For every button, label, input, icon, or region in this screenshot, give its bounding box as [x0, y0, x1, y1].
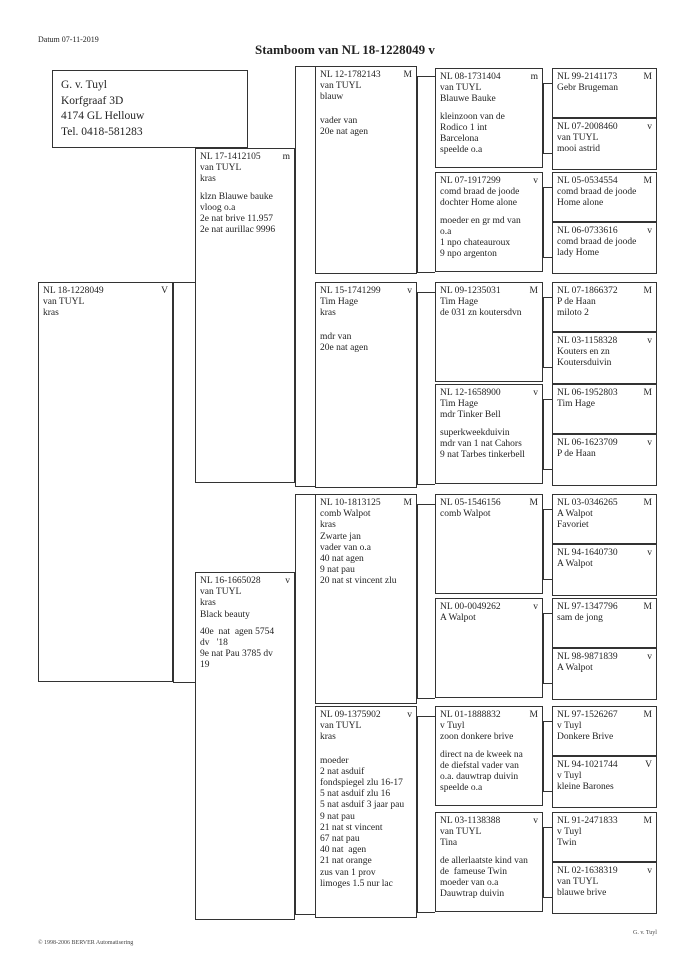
ring-number: NL 02-1638319: [557, 866, 618, 876]
pigeon-info-line: de 031 zn koutersdvn: [440, 308, 522, 319]
great-great-grandparent: [552, 544, 657, 596]
ring-number: NL 03-1138388: [440, 816, 501, 826]
sex-marker: v: [533, 176, 538, 186]
pedigree-connector: [417, 76, 435, 77]
ring-number: NL 94-1640730: [557, 548, 618, 558]
pigeon-info-line: van TUYL: [440, 827, 482, 838]
dam-pigeon: [195, 572, 295, 920]
ring-number: NL 99-2141173: [557, 72, 618, 82]
sex-marker: M: [403, 70, 412, 80]
ring-number: NL 16-1665028: [200, 576, 261, 586]
ring-number: NL 07-1917299: [440, 176, 501, 186]
great-grandparent: [435, 706, 543, 806]
sex-marker: v: [533, 816, 538, 826]
great-great-grandparent: [552, 282, 657, 332]
pigeon-info-line: moeder van o.a: [440, 878, 499, 889]
pedigree-connector: [543, 613, 552, 614]
pedigree-connector: [543, 399, 544, 469]
pigeon-info-line: kleine Barones: [557, 782, 614, 793]
pigeon-info-line: Kouters en zn: [557, 347, 610, 358]
sex-marker: V: [645, 760, 652, 770]
pedigree-connector: [543, 83, 552, 84]
pigeon-info-line: 5 nat asduif zlu 16: [320, 789, 391, 800]
sex-marker: M: [529, 286, 538, 296]
pedigree-connector: [543, 897, 552, 898]
pigeon-info-line: Koutersduivin: [557, 358, 612, 369]
great-great-grandparent: [552, 68, 657, 118]
ring-number: NL 06-0733616: [557, 226, 618, 236]
great-great-grandparent: [552, 598, 657, 648]
sex-marker: v: [533, 602, 538, 612]
pigeon-info-line: van TUYL: [557, 877, 599, 888]
pedigree-connector: [295, 66, 315, 67]
ring-number: NL 97-1526267: [557, 710, 618, 720]
great-great-grandparent: [552, 172, 657, 222]
sex-marker: M: [643, 602, 652, 612]
pedigree-connector: [543, 791, 552, 792]
pigeon-info-line: Tim Hage: [440, 297, 478, 308]
owner-card: [52, 70, 248, 148]
pigeon-info-line: kras: [320, 520, 336, 531]
sex-marker: M: [643, 710, 652, 720]
pigeon-info-line: Tim Hage: [320, 297, 358, 308]
pigeon-info-line: kras: [320, 308, 336, 319]
pigeon-info-line: van TUYL: [320, 721, 362, 732]
owner-line: Korfgraaf 3D: [61, 94, 124, 107]
sex-marker: M: [643, 286, 652, 296]
pigeon-info-line: v Tuyl: [557, 827, 582, 838]
sex-marker: M: [529, 710, 538, 720]
pedigree-connector: [173, 682, 195, 683]
pigeon-info-line: Twin: [557, 838, 577, 849]
pigeon-info-line: dochter Home alone: [440, 198, 518, 209]
ring-number: NL 03-1158328: [557, 336, 618, 346]
page-title: Stamboom van NL 18-1228049 v: [255, 42, 435, 57]
great-great-grandparent: [552, 494, 657, 544]
pigeon-info-line: Zwarte jan: [320, 531, 361, 542]
great-grandparent: [435, 812, 543, 912]
pigeon-info-line: 20e nat agen: [320, 126, 369, 137]
great-great-grandparent: [552, 434, 657, 486]
pigeon-info-line: 19: [200, 660, 210, 671]
ring-number: NL 00-0049262: [440, 602, 501, 612]
pedigree-connector: [543, 187, 552, 188]
great-grandparent: [435, 282, 543, 382]
pigeon-info-line: Favoriet: [557, 520, 589, 531]
pigeon-info-line: Tina: [440, 838, 458, 849]
ring-number: NL 10-1813125: [320, 498, 381, 508]
pigeon-info-line: 9 nat pau: [320, 565, 355, 576]
pigeon-info-line: vader van: [320, 115, 358, 126]
ring-number: NL 06-1623709: [557, 438, 618, 448]
owner-line: G. v. Tuyl: [61, 79, 107, 91]
pigeon-info-line: Donkere Brive: [557, 732, 614, 743]
pedigree-connector: [417, 716, 435, 717]
ring-number: NL 94-1021744: [557, 760, 618, 770]
pigeon-info-line: 1 npo chateauroux: [440, 238, 511, 249]
sex-marker: v: [533, 388, 538, 398]
pedigree-connector: [417, 292, 418, 484]
sex-marker: M: [643, 72, 652, 82]
ring-number: NL 01-1888832: [440, 710, 501, 720]
pedigree-connector: [543, 257, 552, 258]
pedigree-connector: [543, 613, 544, 683]
ring-number: NL 06-1952803: [557, 388, 618, 398]
pigeon-info-line: superkweekduivin: [440, 427, 510, 438]
pigeon-info-line: zus van 1 prov: [320, 867, 376, 878]
great-grandparent: [435, 172, 543, 272]
sex-marker: v: [647, 438, 652, 448]
grandsire-paternal: [315, 66, 417, 274]
great-great-grandparent: [552, 756, 657, 808]
sex-marker: v: [647, 548, 652, 558]
pigeon-info-line: moeder: [320, 755, 349, 766]
pigeon-info-line: van TUYL: [320, 81, 362, 92]
pigeon-info-line: speelde o.a: [440, 145, 483, 156]
great-great-grandparent: [552, 648, 657, 700]
sex-marker: v: [285, 576, 290, 586]
sex-marker: v: [407, 710, 412, 720]
pigeon-info-line: o.a. dauwtrap duivin: [440, 772, 519, 783]
pigeon-info-line: blauw: [320, 92, 344, 103]
pigeon-info-line: o.a: [440, 226, 452, 237]
pigeon-info-line: lady Home: [557, 248, 599, 259]
ring-number: NL 08-1731404: [440, 72, 501, 82]
pedigree-connector: [417, 698, 435, 699]
pedigree-connector: [543, 721, 544, 791]
pedigree-connector: [173, 282, 174, 682]
pigeon-info-line: A Walpot: [440, 613, 476, 624]
subject-pigeon: [38, 282, 173, 682]
pigeon-info-line: 40 nat agen: [320, 554, 364, 565]
sex-marker: m: [530, 72, 538, 82]
pigeon-info-line: mdr van: [320, 331, 352, 342]
pigeon-info-line: van TUYL: [43, 297, 85, 308]
pigeon-info-line: de fameuse Twin: [440, 866, 507, 877]
pigeon-info-line: P de Haan: [557, 449, 596, 460]
pigeon-info-line: vloog o.a: [200, 202, 236, 213]
ring-number: NL 09-1375902: [320, 710, 381, 720]
great-grandparent: [435, 384, 543, 484]
pigeon-info-line: 9 nat Tarbes tinkerbell: [440, 450, 525, 461]
pedigree-connector: [417, 272, 435, 273]
pigeon-info-line: speelde o.a: [440, 783, 483, 794]
pigeon-info-line: de diefstal vader van: [440, 760, 519, 771]
pigeon-info-line: P de Haan: [557, 297, 596, 308]
pigeon-info-line: limoges 1.5 nur lac: [320, 878, 393, 889]
pigeon-info-line: van TUYL: [557, 133, 599, 144]
pigeon-info-line: 20 nat st vincent zlu: [320, 576, 397, 587]
pigeon-info-line: mdr van 1 nat Cahors: [440, 438, 522, 449]
sex-marker: v: [647, 226, 652, 236]
pigeon-info-line: mooi astrid: [557, 144, 601, 155]
ring-number: NL 05-1546156: [440, 498, 501, 508]
pedigree-connector: [543, 367, 552, 368]
pigeon-info-line: kras: [43, 308, 59, 319]
pigeon-info-line: kras: [200, 174, 216, 185]
ring-number: NL 17-1412105: [200, 152, 261, 162]
pigeon-info-line: kras: [320, 732, 336, 743]
pedigree-connector: [295, 66, 296, 486]
pigeon-info-line: Rodico 1 int: [440, 122, 487, 133]
pigeon-info-line: van TUYL: [440, 83, 482, 94]
pigeon-info-line: 40 nat agen: [320, 845, 367, 856]
great-great-grandparent: [552, 862, 657, 914]
pigeon-info-line: 21 nat orange: [320, 856, 372, 867]
pedigree-connector: [417, 504, 418, 698]
pigeon-info-line: de allerlaatste kind van: [440, 855, 528, 866]
pigeon-info-line: Tim Hage: [440, 399, 478, 410]
pigeon-info-line: v Tuyl: [440, 721, 465, 732]
ring-number: NL 07-2008460: [557, 122, 618, 132]
ring-number: NL 18-1228049: [43, 286, 104, 296]
pigeon-info-line: A Walpot: [557, 663, 593, 674]
ring-number: NL 07-1866372: [557, 286, 618, 296]
pigeon-info-line: 9e nat Pau 3785 dv: [200, 649, 273, 660]
pedigree-connector: [543, 827, 552, 828]
great-great-grandparent: [552, 812, 657, 862]
great-great-grandparent: [552, 118, 657, 170]
pigeon-info-line: zoon donkere brive: [440, 732, 514, 743]
pigeon-info-line: A Walpot: [557, 509, 593, 520]
pigeon-info-line: 9 npo argenton: [440, 249, 497, 260]
footer-copyright: © 1998-2006 BERVER Automatisering: [38, 940, 134, 946]
print-date: Datum 07-11-2019: [38, 35, 99, 44]
pigeon-info-line: Barcelona: [440, 134, 479, 145]
pigeon-info-line: kras: [200, 598, 216, 609]
sex-marker: v: [647, 122, 652, 132]
pigeon-info-line: 67 nat pau: [320, 834, 360, 845]
owner-line: Tel. 0418-581283: [61, 125, 143, 138]
pigeon-info-line: direct na de kweek na: [440, 749, 523, 760]
pigeon-info-line: v Tuyl: [557, 721, 582, 732]
ring-number: NL 15-1741299: [320, 286, 381, 296]
pedigree-connector: [417, 912, 435, 913]
pigeon-info-line: miloto 2: [557, 308, 589, 319]
great-grandparent: [435, 494, 543, 594]
sex-marker: v: [407, 286, 412, 296]
pedigree-connector: [543, 721, 552, 722]
sex-marker: v: [647, 866, 652, 876]
pigeon-info-line: vader van o.a: [320, 542, 371, 553]
pedigree-connector: [543, 83, 544, 153]
pigeon-info-line: 2e nat brive 11.957: [200, 214, 273, 225]
pigeon-info-line: A Walpot: [557, 559, 593, 570]
pigeon-info-line: klzn Blauwe bauke: [200, 191, 273, 202]
ring-number: NL 91-2471833: [557, 816, 618, 826]
granddam-maternal: [315, 706, 417, 918]
pigeon-info-line: 2 nat asduif: [320, 766, 365, 777]
great-great-grandparent: [552, 706, 657, 756]
pigeon-info-line: kleinzoon van de: [440, 111, 505, 122]
pigeon-info-line: Home alone: [557, 198, 604, 209]
pedigree-connector: [295, 914, 315, 915]
pedigree-connector: [173, 282, 195, 283]
pigeon-info-line: van TUYL: [200, 163, 242, 174]
pedigree-connector: [295, 486, 315, 487]
pedigree-connector: [543, 827, 544, 897]
pedigree-connector: [543, 187, 544, 257]
sex-marker: M: [643, 816, 652, 826]
pedigree-connector: [417, 716, 418, 912]
pedigree-connector: [543, 399, 552, 400]
pigeon-info-line: moeder en gr md van: [440, 215, 521, 226]
sex-marker: v: [647, 652, 652, 662]
sex-marker: M: [403, 498, 412, 508]
ring-number: NL 12-1782143: [320, 70, 381, 80]
pigeon-info-line: 9 nat pau: [320, 811, 355, 822]
ring-number: NL 12-1658900: [440, 388, 501, 398]
pigeon-info-line: dv '18: [200, 638, 228, 649]
pigeon-info-line: 21 nat st vincent: [320, 822, 383, 833]
pigeon-info-line: Dauwtrap duivin: [440, 889, 505, 900]
pigeon-info-line: fondspiegel zlu 16-17: [320, 778, 403, 789]
pedigree-connector: [543, 469, 552, 470]
pedigree-connector: [543, 579, 552, 580]
pigeon-info-line: v Tuyl: [557, 771, 582, 782]
owner-line: 4174 GL Hellouw: [61, 110, 145, 123]
pigeon-info-line: comd braad de joode: [557, 187, 637, 198]
pigeon-info-line: blauwe brive: [557, 888, 607, 899]
pigeon-info-line: comd braad de joode: [557, 237, 637, 248]
granddam-paternal: [315, 282, 417, 488]
pedigree-connector: [543, 153, 552, 154]
pigeon-info-line: comb Walpot: [440, 509, 491, 520]
pedigree-connector: [543, 297, 544, 367]
pigeon-info-line: comd braad de joode: [440, 187, 520, 198]
sex-marker: M: [643, 498, 652, 508]
footer-owner: G. v. Tuyl: [633, 930, 657, 936]
great-great-grandparent: [552, 332, 657, 384]
sire-pigeon: [195, 148, 295, 483]
pedigree-connector: [417, 504, 435, 505]
pigeon-info-line: 40e nat agen 5754: [200, 626, 275, 637]
pedigree-connector: [417, 484, 435, 485]
ring-number: NL 98-9871839: [557, 652, 618, 662]
ring-number: NL 03-0346265: [557, 498, 618, 508]
sex-marker: M: [529, 498, 538, 508]
pedigree-connector: [543, 683, 552, 684]
sex-marker: M: [643, 388, 652, 398]
pigeon-info-line: van TUYL: [200, 587, 242, 598]
sex-marker: v: [647, 336, 652, 346]
great-great-grandparent: [552, 222, 657, 274]
sex-marker: V: [161, 286, 168, 296]
great-great-grandparent: [552, 384, 657, 434]
sex-marker: m: [282, 152, 290, 162]
pigeon-info-line: sam de jong: [557, 613, 603, 624]
sex-marker: M: [643, 176, 652, 186]
pigeon-info-line: mdr Tinker Bell: [440, 410, 501, 421]
pigeon-info-line: 2e nat aurillac 9996: [200, 225, 276, 236]
pedigree-connector: [543, 297, 552, 298]
pigeon-info-line: 20e nat agen: [320, 342, 369, 353]
pedigree-connector: [543, 509, 552, 510]
great-grandparent: [435, 598, 543, 698]
pigeon-info-line: Black beauty: [200, 609, 250, 620]
pigeon-info-line: Gebr Brugeman: [557, 83, 618, 94]
pedigree-connector: [295, 494, 296, 914]
pedigree-connector: [417, 76, 418, 272]
great-grandparent: [435, 68, 543, 168]
ring-number: NL 05-0534554: [557, 176, 618, 186]
pigeon-info-line: Tim Hage: [557, 399, 595, 410]
pedigree-connector: [543, 509, 544, 579]
pigeon-info-line: Blauwe Bauke: [440, 94, 496, 105]
pedigree-connector: [417, 292, 435, 293]
grandsire-maternal: [315, 494, 417, 704]
ring-number: NL 97-1347796: [557, 602, 618, 612]
pigeon-info-line: 5 nat asduif 3 jaar pau: [320, 800, 405, 811]
pedigree-connector: [295, 494, 315, 495]
pigeon-info-line: comb Walpot: [320, 509, 371, 520]
ring-number: NL 09-1235031: [440, 286, 501, 296]
